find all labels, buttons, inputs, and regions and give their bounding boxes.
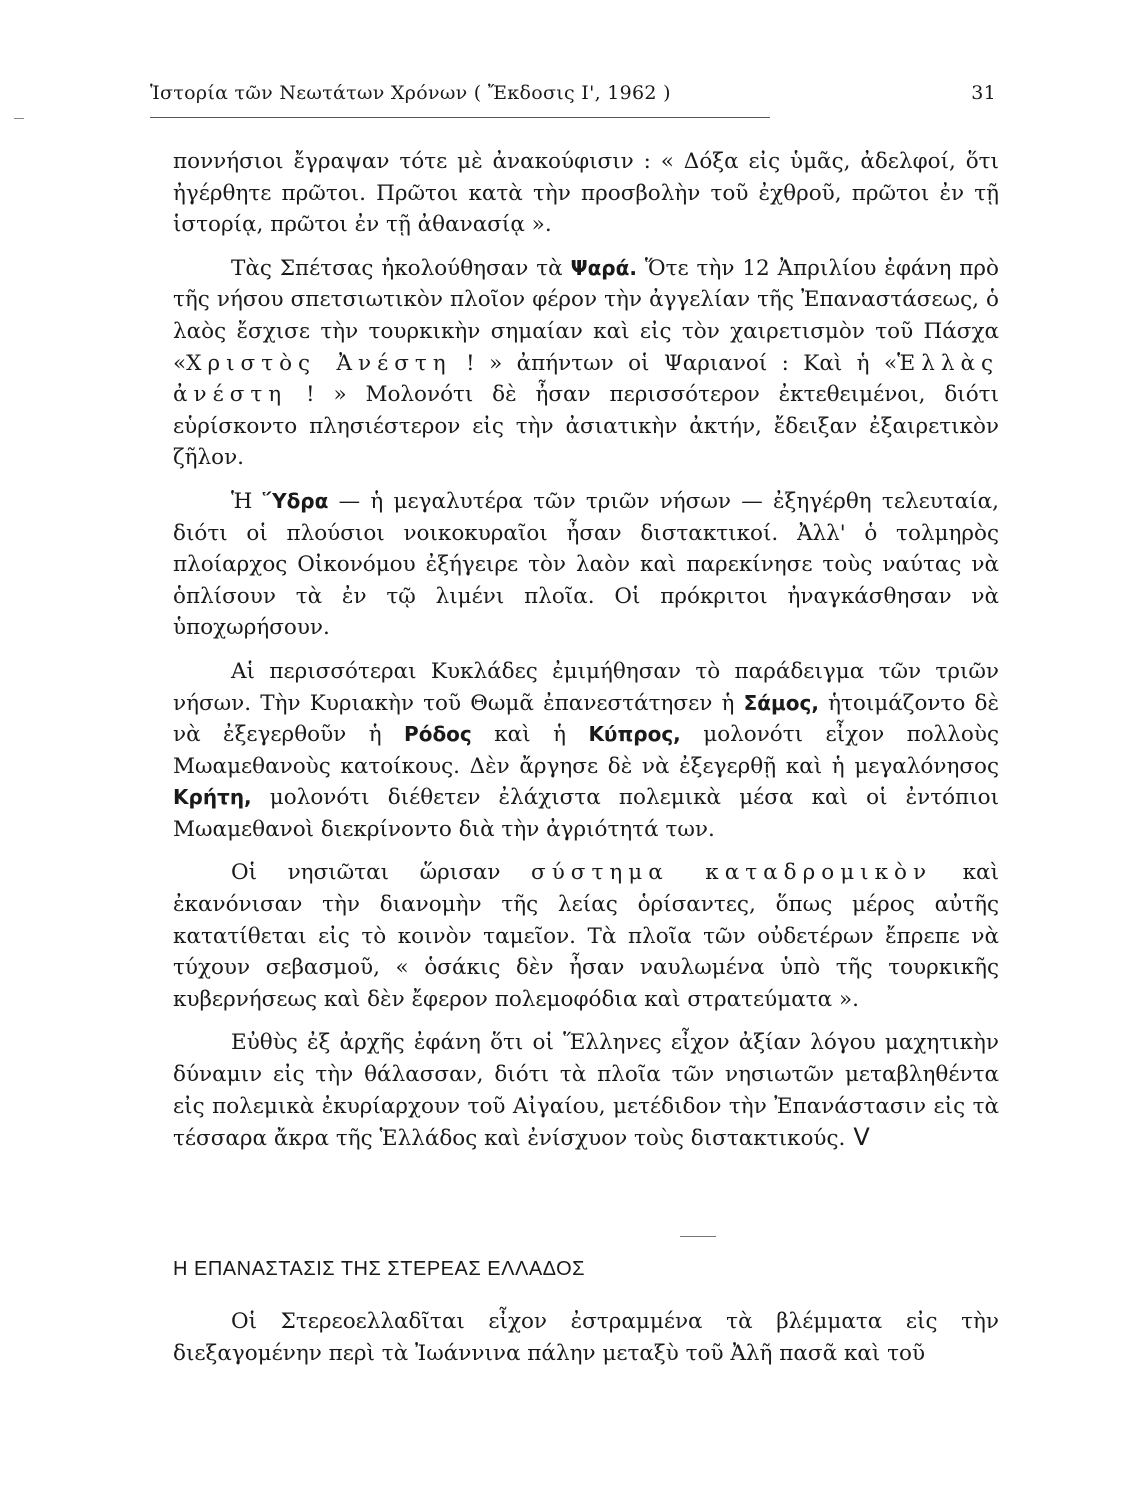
- island-psara: Ψαρά.: [570, 255, 637, 280]
- paragraph-6: [173, 1027, 999, 1154]
- paragraph-4-text-a: Αἱ περισσότεραι Κυκλάδες ἐμιμήθησαν τὸ παράδειγμα τῶν τριῶν νήσων. Τὴν Κυριακὴν τοῦ Θωμᾶ ἐπανεστάτησεν ἡ: [173, 658, 999, 716]
- quote-ellas-anesti: Ἑλλὰς ἀνέστη: [173, 350, 1000, 408]
- paragraph-6-text: Εὐθὺς ἐξ ἀρχῆς ἐφάνη ὅτι οἱ Ἕλληνες εἶχον ἀξίαν λόγου μαχητικὴν δύναμιν εἰς τὴν θάλασσαν, διότι τὰ πλοῖα τῶν νησιωτῶν μεταβληθέντα εἰς πολεμικὰ ἐκυρίαρχουν τοῦ Αἰγαίου, μετέδιδον τὴν Ἐπανάστασιν εἰς τὰ τέσσαρα ἄκρα τῆς Ἑλλάδος καὶ ἐνίσχυον τοὺς διστακτικούς.: [173, 1030, 999, 1152]
- island-rodos: Ρόδος: [404, 722, 472, 747]
- island-hydra: Ὕδρα: [262, 488, 329, 513]
- running-header: [150, 82, 996, 112]
- quote-christos-anesti: Χριστὸς Ἀνέστη: [186, 350, 452, 376]
- term-systima-katadromikon: σύστημα καταδρομικὸν: [531, 860, 933, 886]
- handwritten-check-mark: V: [853, 1123, 870, 1152]
- body-text: [173, 146, 999, 1167]
- section-body-text: [173, 1306, 999, 1369]
- page-number: 31: [971, 82, 996, 104]
- paragraph-1: [173, 146, 999, 241]
- paragraph-2-text-d: ! » Μολονότι δὲ ἦσαν περισσότερον ἐκτεθειμένοι, διότι εὑρίσκοντο πλησιέστερον εἰς τὴν ἀσιατικὴν ἀκτήν, ἔδειξαν ἐξαιρετικὸν ζῆλον.: [173, 382, 999, 471]
- paragraph-4-text-e: μολονότι διέθετεν ἐλάχιστα πολεμικὰ μέσα καὶ οἱ ἐντόπιοι Μωαμεθανοὶ διεκρίνοντο διὰ τὴν ἀγριότητά των.: [173, 785, 999, 842]
- paragraph-4-text-c: καὶ ἡ: [471, 722, 589, 748]
- island-samos: Σάμος,: [743, 690, 819, 715]
- paragraph-3-text-b: — ἡ μεγαλυτέρα τῶν τριῶν νήσων — ἐξηγέρθη τελευταία, διότι οἱ πλούσιοι νοικοκυραῖοι ἦσαν διστακτικοί. Ἀλλ' ὁ τολμηρὸς πλοίαρχος Οἰκονόμου ἐξήγειρε τὸν λαὸν καὶ παρεκίνησε τοὺς ναύτας νὰ ὁπλίσουν τὰ ἐν τῷ λιμένι πλοῖα. Οἱ πρόκριτοι ἠναγκάσθησαν νὰ ὑποχωρήσουν.: [173, 488, 999, 641]
- paragraph-4-text-b: ἡτοιμάζοντο δὲ νὰ ἐξεγερθοῦν ἡ: [173, 690, 1000, 748]
- paragraph-2-text-c: ! » ἀπήντων οἱ Ψαριανοί : Καὶ ἡ «: [451, 350, 898, 376]
- paragraph-4: [173, 656, 999, 846]
- paragraph-2-text-a: Τὰς Σπέτσας ἠκολούθησαν τὰ: [231, 255, 571, 281]
- paragraph-1-text: ποννήσιοι ἔγραψαν τότε μὲ ἀνακούφισιν : « Δόξα εἰς ὑμᾶς, ἀδελφοί, ὅτι ἠγέρθητε πρῶτοι. Πρῶτοι κατὰ τὴν προσβολὴν τοῦ ἐχθροῦ, πρῶτοι ἐν τῇ ἱστορίᾳ, πρῶτοι ἐν τῇ ἀθανασίᾳ ».: [173, 149, 999, 238]
- island-kypros: Κύπρος,: [588, 722, 681, 747]
- paragraph-5: [173, 857, 999, 1015]
- section-heading: Η ΕΠΑΝΑΣΤΑΣΙΣ ΤΗΣ ΣΤΕΡΕΑΣ ΕΛΛΑΔΟΣ: [173, 1258, 586, 1280]
- island-kriti: Κρήτη,: [173, 785, 252, 810]
- section-paragraph-1-text: Οἱ Στερεοελλαδῖται εἶχον ἐστραμμένα τὰ βλέμματα εἰς τὴν διεξαγομένην περὶ τὰ Ἰωάννινα πάλην μεταξὺ τοῦ Ἀλῆ πασᾶ καὶ τοῦ: [173, 1309, 999, 1366]
- paragraph-4-text-d: μολονότι εἶχον πολλοὺς Μωαμεθανοὺς κατοίκους. Δὲν ἄργησε δὲ νὰ ἐξεγερθῇ καὶ ἡ μεγαλόνησος: [173, 722, 999, 779]
- paragraph-5-text-b: καὶ ἐκανόνισαν τὴν διανομὴν τῆς λείας ὁρίσαντες, ὅπως μέρος αὐτῆς κατατίθεται εἰς τὸ κοινὸν ταμεῖον. Τὰ πλοῖα τῶν οὐδετέρων ἔπρεπε νὰ τύχουν σεβασμοῦ, « ὁσάκις δὲν ἦσαν ναυλωμένα ὑπὸ τῆς τουρκικῆς κυβερνήσεως καὶ δὲν ἔφερον πολεμοφόδια καὶ στρατεύματα ».: [173, 860, 1000, 1012]
- stray-rule: [680, 1236, 716, 1237]
- header-rule: [150, 117, 770, 118]
- section-paragraph-1: [173, 1306, 999, 1369]
- paragraph-3: [173, 486, 999, 644]
- paragraph-3-text-a: Ἡ: [231, 488, 263, 514]
- paragraph-5-text-a: Οἱ νησιῶται ὥρισαν: [231, 860, 532, 886]
- margin-tick: [14, 118, 24, 119]
- paragraph-2: [173, 253, 999, 474]
- paragraph-2-text-b: Ὅτε τὴν 12 Ἀπριλίου ἐφάνη πρὸ τῆς νήσου σπετσιωτικὸν πλοῖον φέρον τὴν ἀγγελίαν τῆς Ἐπαναστάσεως, ὁ λαὸς ἔσχισε τὴν τουρκικὴν σημαίαν καὶ εἰς τὸν χαιρετισμὸν τοῦ Πάσχα «: [173, 255, 999, 376]
- header-title: Ἱστορία τῶν Νεωτάτων Χρόνων ( Ἔκδοσις Ι', 1962 ): [150, 82, 671, 104]
